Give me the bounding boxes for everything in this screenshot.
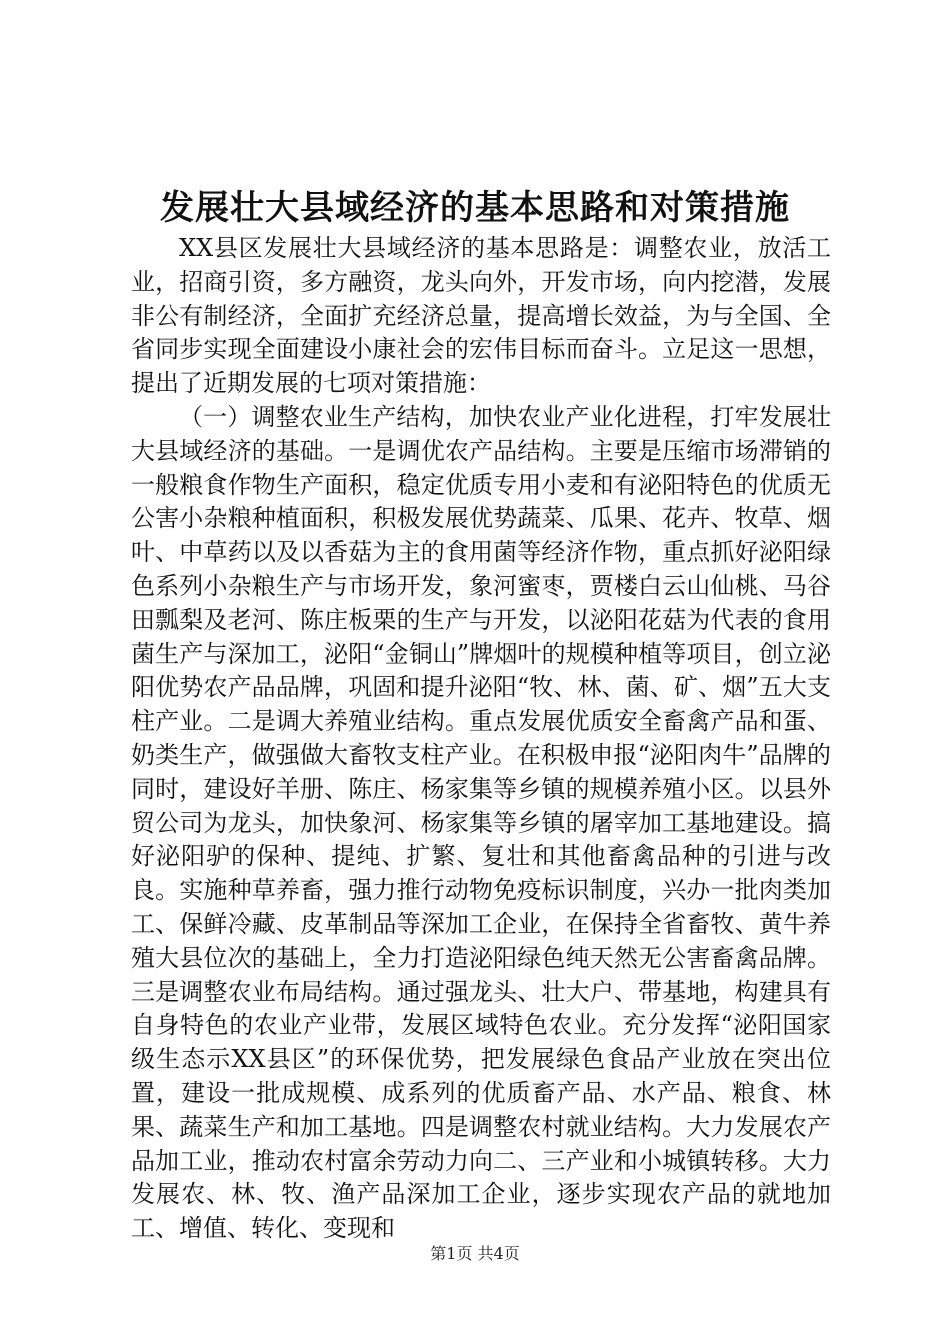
page-number-footer: 第1页 共4页 bbox=[430, 1244, 520, 1263]
document-title: 发展壮大县域经济的基本思路和对策措施 bbox=[160, 188, 790, 228]
section-1-paragraph: （一）调整农业生产结构，加快农业产业化进程，打牢发展壮大县域经济的基础。一是调优农产品结构。主要是压缩市场滞销的一般粮食作物生产面积，稳定优质专用小麦和有泌阳特色的优质无公害小杂粮种植面积，积极发展优势蔬菜、瓜果、花卉、牧草、烟叶、中草药以及以香菇为主的食用菌等经济作物，重点抓好泌阳绿色系列小杂粮生产与市场开发，象河蜜枣，贾楼白云山仙桃、马谷田瓢梨及老河、陈庄板栗的生产与开发，以泌阳花菇为代表的食用菌生产与深加工，泌阳“金铜山”牌烟叶的规模种植等项目，创立泌阳优势农产品品牌，巩固和提升泌阳“牧、林、菌、矿、烟”五大支柱产业。二是调大养殖业结构。重点发展优质安全畜禽产品和蛋、奶类生产，做强做大畜牧支柱产业。在积极申报“泌阳肉牛”品牌的同时，建设好羊册、陈庄、杨家集等乡镇的规模养殖小区。以县外贸公司为龙头，加快象河、杨家集等乡镇的屠宰加工基地建设。搞好泌阳驴的保种、提纯、扩繁、复壮和其他畜禽品种的引进与改良。实施种草养畜，强力推行动物免疫标识制度，兴办一批肉类加工、保鲜冷藏、皮革制品等深加工企业，在保持全省畜牧、黄牛养殖大县位次的基础上，全力打造泌阳绿色纯天然无公害畜禽品牌。三是调整农业布局结构。通过强龙头、壮大户、带基地，构建具有自身特色的农业产业带，发展区域特色农业。充分发挥“泌阳国家级生态示XX县区”的环保优势，把发展绿色食品产业放在突出位置，建设一批成规模、成系列的优质畜产品、水产品、粮食、林果、蔬菜生产和加工基地。四是调整农村就业结构。大力发展农产品加工业，推动农村富余劳动力向二、三产业和小城镇转移。大力发展农、林、牧、渔产品深加工企业，逐步实现农产品的就地加工、增值、转化、变现和 bbox=[131, 402, 831, 1243]
intro-paragraph: XX县区发展壮大县域经济的基本思路是：调整农业，放活工业，招商引资，多方融资，龙头向外，开发市场，向内挖潜，发展非公有制经济，全面扩充经济总量，提高增长效益，为与全国、全省同步实现全面建设小康社会的宏伟目标而奋斗。立足这一思想，提出了近期发展的七项对策措施： bbox=[131, 234, 831, 398]
document-body bbox=[131, 232, 831, 1246]
